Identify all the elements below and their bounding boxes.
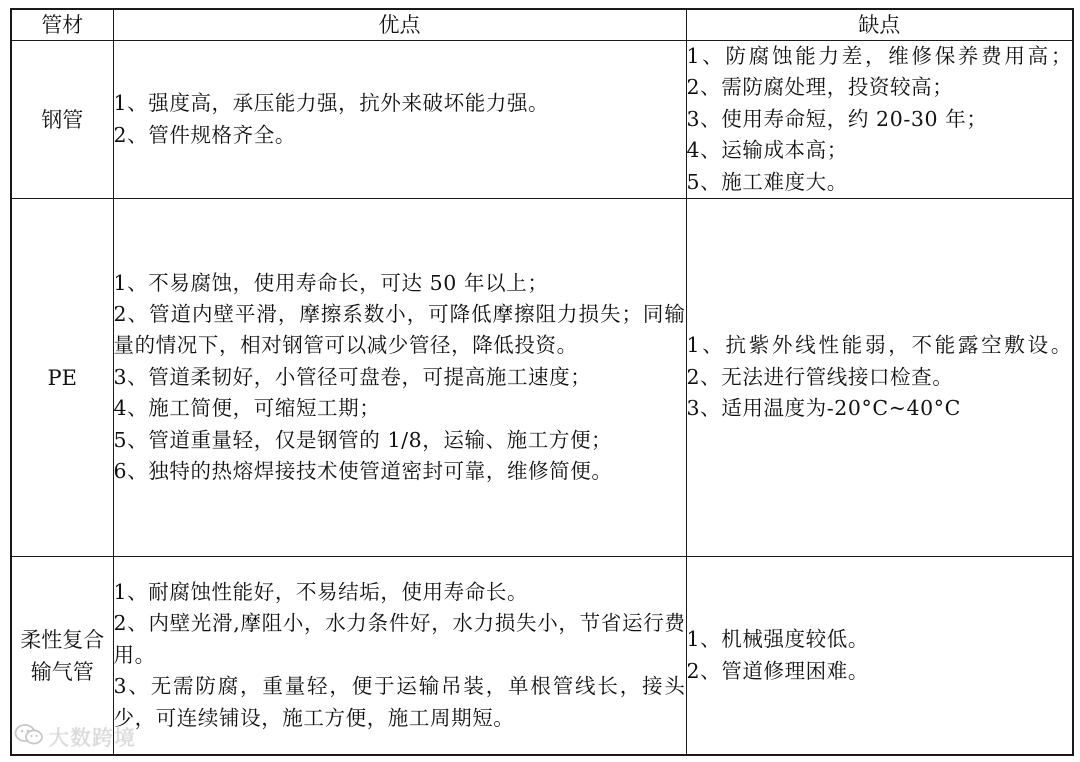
advantage-item: 1、耐腐蚀性能好，不易结垢，使用寿命长。 bbox=[113, 580, 529, 605]
advantage-item: 2、管件规格齐全。 bbox=[113, 122, 296, 147]
header-disadvantages: 缺点 bbox=[686, 9, 1073, 41]
advantage-item: 1、强度高，承压能力强，抗外来破坏能力强。 bbox=[113, 91, 550, 116]
table-row bbox=[11, 557, 1073, 756]
disadvantage-item: 1、防腐蚀能力差，维修保养费用高；2、需防腐处理，投资较高； bbox=[686, 44, 1072, 100]
table-row bbox=[11, 199, 1073, 557]
advantage-item: 4、施工简便，可缩短工期； bbox=[113, 396, 381, 421]
material-cell: 柔性复合输气管 bbox=[11, 557, 113, 756]
advantages-cell bbox=[113, 41, 686, 199]
disadvantages-cell bbox=[686, 199, 1073, 557]
advantage-item: 3、管道柔韧好，小管径可盘卷，可提高施工速度； bbox=[113, 364, 592, 389]
header-advantages: 优点 bbox=[113, 9, 686, 41]
advantage-item: 3、无需防腐，重量轻，便于运输吊装，单根管线长，接头少，可连续铺设，施工方便，施工周期短。 bbox=[113, 674, 686, 730]
watermark bbox=[14, 722, 136, 752]
material-cell: 钢管 bbox=[11, 41, 113, 199]
advantage-item: 2、内壁光滑,摩阻小，水力条件好，水力损失小，节省运行费用。 bbox=[113, 611, 686, 667]
header-row bbox=[11, 9, 1073, 41]
disadvantage-item: 1、机械强度较低。 bbox=[686, 627, 869, 652]
disadvantages-cell bbox=[686, 41, 1073, 199]
disadvantage-item: 4、运输成本高； bbox=[686, 138, 848, 163]
table-row bbox=[11, 41, 1073, 199]
advantage-item: 6、独特的热熔焊接技术使管道密封可靠，维修简便。 bbox=[113, 459, 613, 484]
pipe-comparison-table bbox=[10, 8, 1074, 756]
advantage-item: 5、管道重量轻，仅是钢管的 1/8，运输、施工方便； bbox=[113, 427, 613, 452]
disadvantages-cell bbox=[686, 557, 1073, 756]
disadvantage-item: 5、施工难度大。 bbox=[686, 169, 848, 194]
advantage-item: 2、管道内壁平滑，摩擦系数小，可降低摩擦阻力损失；同输量的情况下，相对钢管可以减少管径，降低投资。 bbox=[113, 302, 686, 358]
header-material: 管材 bbox=[11, 9, 113, 41]
advantage-item: 1、不易腐蚀，使用寿命长，可达 50 年以上； bbox=[113, 270, 549, 295]
material-cell: PE bbox=[11, 199, 113, 557]
disadvantage-item: 3、适用温度为-20°C~40°C bbox=[686, 396, 961, 421]
watermark-text: 大数跨境 bbox=[48, 726, 136, 750]
disadvantage-item: 3、使用寿命短，约 20-30 年； bbox=[686, 106, 988, 131]
disadvantage-item: 1、抗紫外线性能弱，不能露空敷设。2、无法进行管线接口检查。 bbox=[686, 333, 1072, 389]
wechat-logo-icon bbox=[14, 723, 44, 751]
advantages-cell bbox=[113, 199, 686, 557]
disadvantage-item: 2、管道修理困难。 bbox=[686, 658, 869, 683]
advantages-cell bbox=[113, 557, 686, 756]
